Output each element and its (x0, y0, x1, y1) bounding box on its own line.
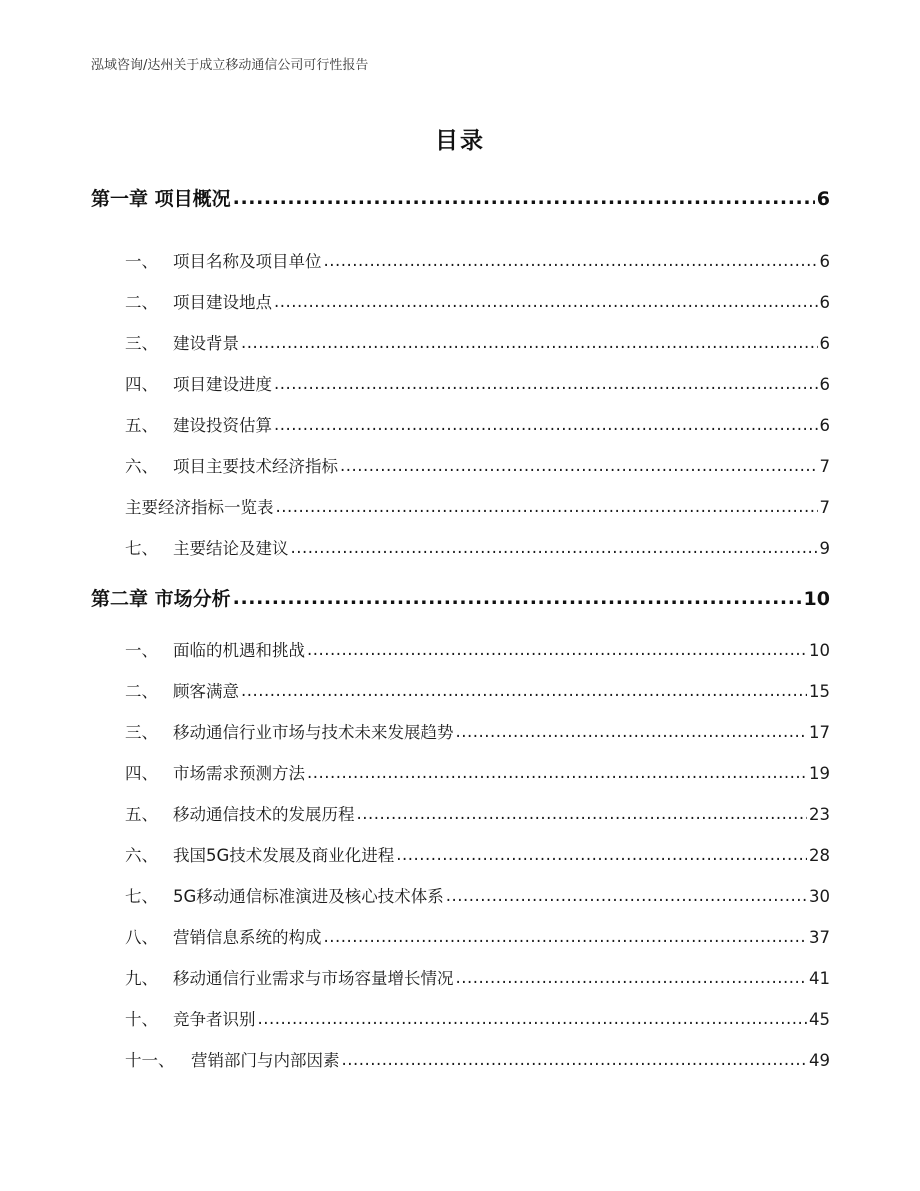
toc-entry-label (125, 924, 322, 948)
toc-entry-number: 七、 (125, 539, 158, 558)
toc-entry-title: 主要结论及建议 (173, 539, 289, 558)
toc-page-number: 45 (809, 1010, 830, 1029)
toc-entry-number: 五、 (125, 416, 158, 435)
toc-entry-title: 项目建设进度 (173, 375, 272, 394)
toc-entry-title: 我国5G技术发展及商业化进程 (173, 846, 395, 865)
toc-entry-title: 建设背景 (173, 334, 239, 353)
toc-page-number: 7 (819, 498, 830, 517)
toc-entry[interactable] (91, 412, 830, 436)
toc-entry-title: 项目名称及项目单位 (173, 252, 322, 271)
toc-entry[interactable] (91, 289, 830, 313)
toc-entry-label (125, 248, 322, 272)
toc-leader-dots (274, 292, 818, 311)
toc-page-number: 6 (819, 334, 830, 353)
toc-entry[interactable] (91, 760, 830, 784)
toc-entry[interactable] (91, 801, 830, 825)
toc-page-number: 17 (809, 723, 830, 742)
toc-leader-dots (233, 587, 802, 609)
toc-entry-number: 四、 (125, 764, 158, 783)
toc-leader-dots (342, 1050, 808, 1069)
toc-entry-label (125, 883, 444, 907)
toc-leader-dots (274, 415, 818, 434)
toc-page-number: 23 (809, 805, 830, 824)
toc-page-number: 15 (809, 682, 830, 701)
toc-entry[interactable] (91, 535, 830, 559)
toc-entry-label (125, 760, 305, 784)
toc-entry[interactable] (91, 330, 830, 354)
toc-page-number: 6 (819, 375, 830, 394)
toc-entry-number: 三、 (125, 334, 158, 353)
toc-entry[interactable] (91, 965, 830, 989)
toc-entry-number: 六、 (125, 846, 158, 865)
toc-page-number: 6 (819, 293, 830, 312)
toc-entry-label (125, 535, 289, 559)
toc-entry[interactable] (91, 453, 830, 477)
toc-entry-number: 十一、 (125, 1051, 175, 1070)
toc-entry-title: 主要经济指标一览表 (125, 498, 274, 517)
toc-entry-label (125, 330, 239, 354)
toc-entry-label (125, 494, 274, 518)
toc-entry-title: 面临的机遇和挑战 (173, 641, 305, 660)
toc-entry-label (91, 584, 231, 611)
toc-entry-title: 建设投资估算 (173, 416, 272, 435)
toc-entry-title: 项目主要技术经济指标 (173, 457, 338, 476)
toc-entry-label (125, 371, 272, 395)
toc-entry-label (125, 719, 454, 743)
toc-entry[interactable] (91, 842, 830, 866)
toc-page-number: 6 (819, 252, 830, 271)
toc-leader-dots (307, 763, 807, 782)
toc-leader-dots (307, 640, 807, 659)
toc-leader-dots (233, 187, 815, 209)
toc-entry-title: 移动通信行业需求与市场容量增长情况 (173, 969, 454, 988)
toc-entry[interactable] (91, 924, 830, 948)
toc-leader-dots (291, 538, 818, 557)
toc-page-number: 41 (809, 969, 830, 988)
toc-entry-number: 九、 (125, 969, 158, 988)
toc-leader-dots (396, 845, 807, 864)
toc-entry-title: 项目建设地点 (173, 293, 272, 312)
toc-leader-dots (324, 927, 808, 946)
toc-entry-number: 四、 (125, 375, 158, 394)
toc-leader-dots (340, 456, 818, 475)
toc-entry-title: 顾客满意 (173, 682, 239, 701)
toc-entry-label (125, 637, 305, 661)
toc-entry[interactable] (91, 1047, 830, 1071)
toc-entry-label (125, 1047, 340, 1071)
toc-entry-title: 项目概况 (154, 188, 231, 210)
toc-leader-dots (258, 1009, 808, 1028)
toc-entry-label (125, 801, 355, 825)
toc-entry-label (125, 453, 338, 477)
toc-leader-dots (241, 333, 818, 352)
toc-entry-number: 八、 (125, 928, 158, 947)
toc-page-number: 10 (809, 641, 830, 660)
toc-entry-number: 二、 (125, 293, 158, 312)
toc-entry-number: 一、 (125, 252, 158, 271)
toc-entry-label (125, 1006, 256, 1030)
toc-leader-dots (276, 497, 818, 516)
toc-entry-label (91, 184, 231, 211)
toc-entry-number: 一、 (125, 641, 158, 660)
toc-entry-table[interactable] (91, 494, 830, 518)
toc-entry-title: 市场分析 (154, 588, 231, 610)
toc-entry[interactable] (91, 637, 830, 661)
toc-entry-title: 市场需求预测方法 (173, 764, 305, 783)
toc-page-number: 28 (809, 846, 830, 865)
toc-chapter-2[interactable] (91, 584, 830, 611)
toc-page-number: 30 (809, 887, 830, 906)
toc-entry-title: 营销信息系统的构成 (173, 928, 322, 947)
toc-entry-title: 移动通信技术的发展历程 (173, 805, 355, 824)
toc-entry[interactable] (91, 719, 830, 743)
toc-entry-number: 第二章 (91, 588, 149, 610)
toc-page-number: 10 (803, 588, 830, 610)
toc-entry[interactable] (91, 371, 830, 395)
toc-entry-number: 六、 (125, 457, 158, 476)
toc-entry-label (125, 965, 454, 989)
toc-entry[interactable] (91, 883, 830, 907)
toc-page-number: 6 (819, 416, 830, 435)
toc-entry[interactable] (91, 1006, 830, 1030)
toc-leader-dots (324, 251, 818, 270)
running-header: 泓域咨询/达州关于成立移动通信公司可行性报告 (91, 58, 369, 73)
toc-entry-label (125, 412, 272, 436)
toc-leader-dots (446, 886, 807, 905)
toc-entry-number: 十、 (125, 1010, 158, 1029)
toc-page-number: 9 (819, 539, 830, 558)
toc-page-number: 19 (809, 764, 830, 783)
toc-entry-title: 营销部门与内部因素 (191, 1051, 340, 1070)
toc-entry-label (125, 289, 272, 313)
toc-page-number: 7 (819, 457, 830, 476)
toc-entry-title: 竞争者识别 (173, 1010, 256, 1029)
toc-page-number: 37 (809, 928, 830, 947)
toc-leader-dots (241, 681, 807, 700)
toc-leader-dots (357, 804, 808, 823)
toc-entry[interactable] (91, 678, 830, 702)
toc-entry-number: 五、 (125, 805, 158, 824)
toc-page-number: 49 (809, 1051, 830, 1070)
toc-entry-label (125, 678, 239, 702)
toc-entry-number: 七、 (125, 887, 158, 906)
toc-leader-dots (456, 968, 808, 987)
toc-leader-dots (456, 722, 808, 741)
toc-leader-dots (274, 374, 818, 393)
toc-page-number: 6 (816, 188, 830, 210)
toc-entry-number: 二、 (125, 682, 158, 701)
toc-chapter-1[interactable] (91, 184, 830, 211)
toc-entry-number: 第一章 (91, 188, 149, 210)
toc-entry-title: 移动通信行业市场与技术未来发展趋势 (173, 723, 454, 742)
toc-entry-title: 5G移动通信标准演进及核心技术体系 (173, 887, 444, 906)
toc-entry[interactable] (91, 248, 830, 272)
toc-title: 目录 (435, 128, 485, 154)
toc-entry-label (125, 842, 394, 866)
toc-entry-number: 三、 (125, 723, 158, 742)
